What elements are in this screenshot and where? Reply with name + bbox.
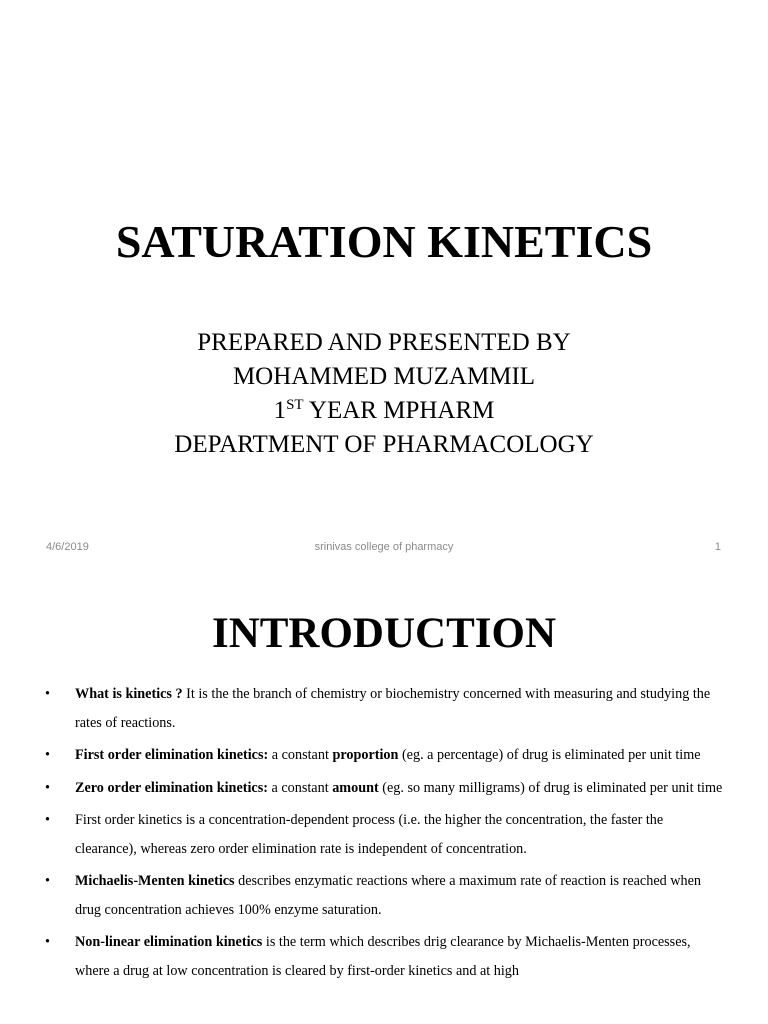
bullet-bold: Non-linear elimination kinetics bbox=[75, 934, 263, 950]
slide-title: INTRODUCTION bbox=[211, 610, 557, 657]
presenter-name: MOHAMMED MUZAMMIL bbox=[232, 363, 536, 390]
bullet-bold-term: amount bbox=[332, 779, 379, 796]
bullet-text: It is the the branch of chemistry or biochemistry concerned with measuring and studying the rates of reactions. bbox=[75, 686, 711, 731]
bullet-text: a constant bbox=[268, 747, 333, 763]
bullet-icon: • bbox=[45, 873, 50, 889]
slide-title: SATURATION KINETICS bbox=[115, 216, 653, 267]
footer-date: 4/6/2019 bbox=[46, 541, 89, 553]
bullet-text: a constant bbox=[267, 779, 333, 796]
bullet-icon: • bbox=[45, 747, 50, 763]
footer-page-number: 1 bbox=[714, 541, 721, 553]
bullet-text-rest: (eg. a percentage) of drug is eliminated per unit time bbox=[398, 747, 701, 763]
bullet-bold: What is kinetics ? bbox=[75, 686, 183, 702]
bullet-item bbox=[0, 680, 768, 737]
bullet-icon: • bbox=[45, 686, 50, 702]
bullet-bold: Michaelis-Menten kinetics bbox=[75, 873, 235, 889]
year-line bbox=[0, 394, 768, 428]
bullet-text: describes enzymatic reactions where a maximum rate of reaction is reached when drug concentration achieves 100% enzyme saturation. bbox=[75, 873, 701, 918]
presenter-line: PREPARED AND PRESENTED BY bbox=[197, 329, 571, 356]
bullet-bold-term: proportion bbox=[332, 747, 399, 763]
bullet-item bbox=[0, 774, 768, 803]
bullet-icon: • bbox=[45, 934, 50, 950]
bullet-text: First order kinetics is a concentration-dependent process (i.e. the higher the concentration, the faster the clearance), whereas zero order elimination rate is independent of concentration. bbox=[75, 812, 664, 857]
bullet-item bbox=[0, 806, 768, 863]
subtitle-block bbox=[0, 326, 768, 462]
bullet-list bbox=[0, 680, 768, 989]
bullet-icon: • bbox=[45, 779, 50, 796]
footer-organization: srinivas college of pharmacy bbox=[314, 541, 454, 553]
bullet-bold: Zero order elimination kinetics: bbox=[75, 779, 268, 796]
bullet-bold: First order elimination kinetics: bbox=[75, 747, 269, 763]
introduction-slide bbox=[0, 576, 768, 1024]
year-suffix: ST bbox=[286, 397, 304, 413]
bullet-item bbox=[0, 928, 768, 985]
year-rest: YEAR MPHARM bbox=[303, 397, 495, 424]
year-number: 1 bbox=[273, 397, 287, 424]
bullet-text: is the term which describes drig clearance by Michaelis-Menten processes, where a drug at low concentration is cleared by first-order kinetics and at high bbox=[75, 934, 691, 979]
bullet-item bbox=[0, 867, 768, 924]
bullet-text-rest: (eg. so many milligrams) of drug is eliminated per unit time bbox=[378, 779, 723, 796]
department-line: DEPARTMENT OF PHARMACOLOGY bbox=[174, 431, 594, 458]
bullet-icon: • bbox=[45, 812, 50, 828]
bullet-item bbox=[0, 741, 768, 770]
